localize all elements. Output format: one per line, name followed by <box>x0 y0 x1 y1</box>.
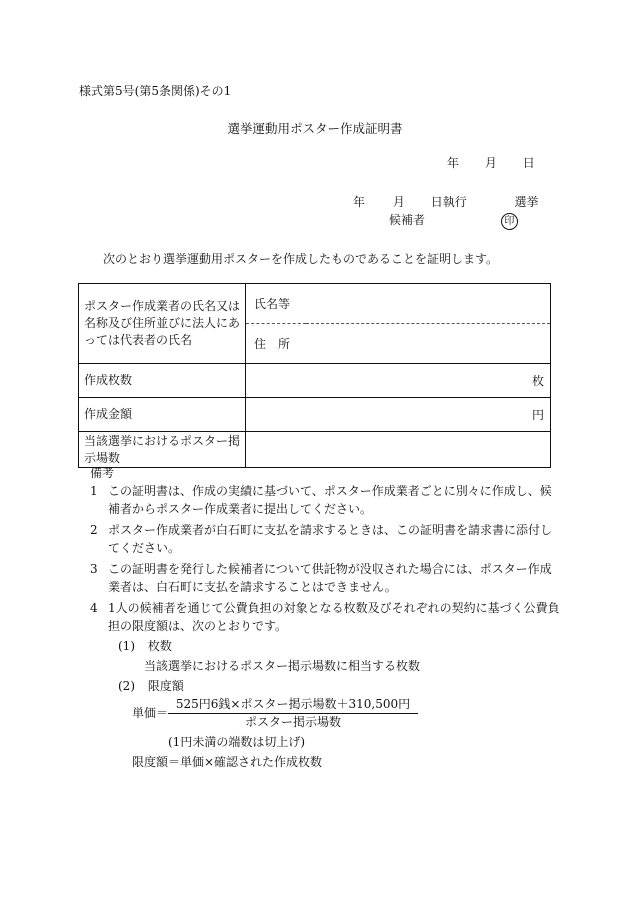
address-field[interactable] <box>306 324 550 364</box>
count-label: 作成枚数 <box>79 364 246 398</box>
note-item <box>80 599 560 635</box>
issue-date-line <box>447 154 535 171</box>
sub-item-title: 限度額 <box>147 679 184 693</box>
amount-unit: 円 <box>531 408 544 422</box>
election-label: 選挙 <box>514 195 539 209</box>
seal-icon: 印 <box>501 213 518 230</box>
note-text: この証明書は、作成の実績に基づいて、ポスター作成業者ごとに別々に作成し、候補者からポスター作成業者に提出してください。 <box>108 484 552 516</box>
election-day-label: 日執行 <box>430 195 467 209</box>
formula-lhs: 単価＝ <box>132 706 169 720</box>
rounding-note: (1円未満の端数は切上げ) <box>168 735 305 749</box>
sub-item-text: 当該選挙におけるポスター掲示場数に相当する枚数 <box>144 659 421 673</box>
note-text: この証明書を発行した候補者について供託物が没収された場合には、ポスター作成業者は、白石町に支払を請求することはできません。 <box>108 562 552 594</box>
note-number: 3 <box>90 562 98 576</box>
places-label: 当該選挙におけるポスター掲示場数 <box>84 433 241 465</box>
note-item <box>80 482 560 518</box>
note-number: 1 <box>90 484 98 498</box>
note-item <box>80 521 560 557</box>
certification-statement: 次のとおり選挙運動用ポスターを作成したものであることを証明します。 <box>103 252 499 266</box>
formula-numerator: 525円6銭×ポスター掲示場数＋310,500円 <box>175 697 411 711</box>
note-number: 4 <box>90 601 98 615</box>
sub-item-number: (2) <box>118 679 135 693</box>
form-number-label: 様式第5号(第5条関係)その1 <box>79 84 232 98</box>
month-label: 月 <box>484 156 497 170</box>
sub-item-title: 枚数 <box>147 639 172 653</box>
note-text: 1人の候補者を通じて公費負担の対象となる枚数及びそれぞれの契約に基づく公費負担の限度額は、次のとおりです。 <box>108 601 560 633</box>
notes-section <box>80 464 560 771</box>
year-label: 年 <box>447 156 460 170</box>
maker-label: ポスター作成業者の氏名又は名称及び住所並びに法人にあっては代表者の氏名 <box>84 299 241 347</box>
address-label: 住 所 <box>254 337 291 351</box>
name-field[interactable] <box>306 284 550 324</box>
places-label-cell <box>79 432 246 468</box>
election-year-label: 年 <box>353 195 366 209</box>
amount-field[interactable] <box>246 398 551 432</box>
candidate-label: 候補者 <box>389 213 426 227</box>
amount-label: 作成金額 <box>79 398 246 432</box>
unit-price-formula <box>132 695 560 729</box>
formula-denominator: ポスター掲示場数 <box>244 715 341 729</box>
election-month-label: 月 <box>392 195 405 209</box>
sub-item-limit <box>80 677 560 695</box>
day-label: 日 <box>522 156 535 170</box>
notes-heading: 備考 <box>90 466 115 480</box>
document-title: 選挙運動用ポスター作成証明書 <box>227 121 403 136</box>
note-item <box>80 560 560 596</box>
note-text: ポスター作成業者が白石町に支払を請求するときは、この証明書を請求書に添付してください。 <box>108 523 553 555</box>
certificate-table <box>78 283 551 468</box>
places-field[interactable] <box>246 432 551 468</box>
count-unit: 枚 <box>531 374 544 388</box>
maker-sub-table <box>246 284 550 363</box>
maker-label-cell <box>79 284 246 364</box>
election-date-line <box>353 193 539 210</box>
limit-formula: 限度額＝単価×確認された作成枚数 <box>132 755 323 769</box>
sub-item-count <box>80 637 560 655</box>
note-number: 2 <box>90 523 98 537</box>
name-label: 氏名等 <box>246 284 306 324</box>
count-field[interactable] <box>246 364 551 398</box>
candidate-line <box>389 211 518 230</box>
sub-item-number: (1) <box>118 639 135 653</box>
